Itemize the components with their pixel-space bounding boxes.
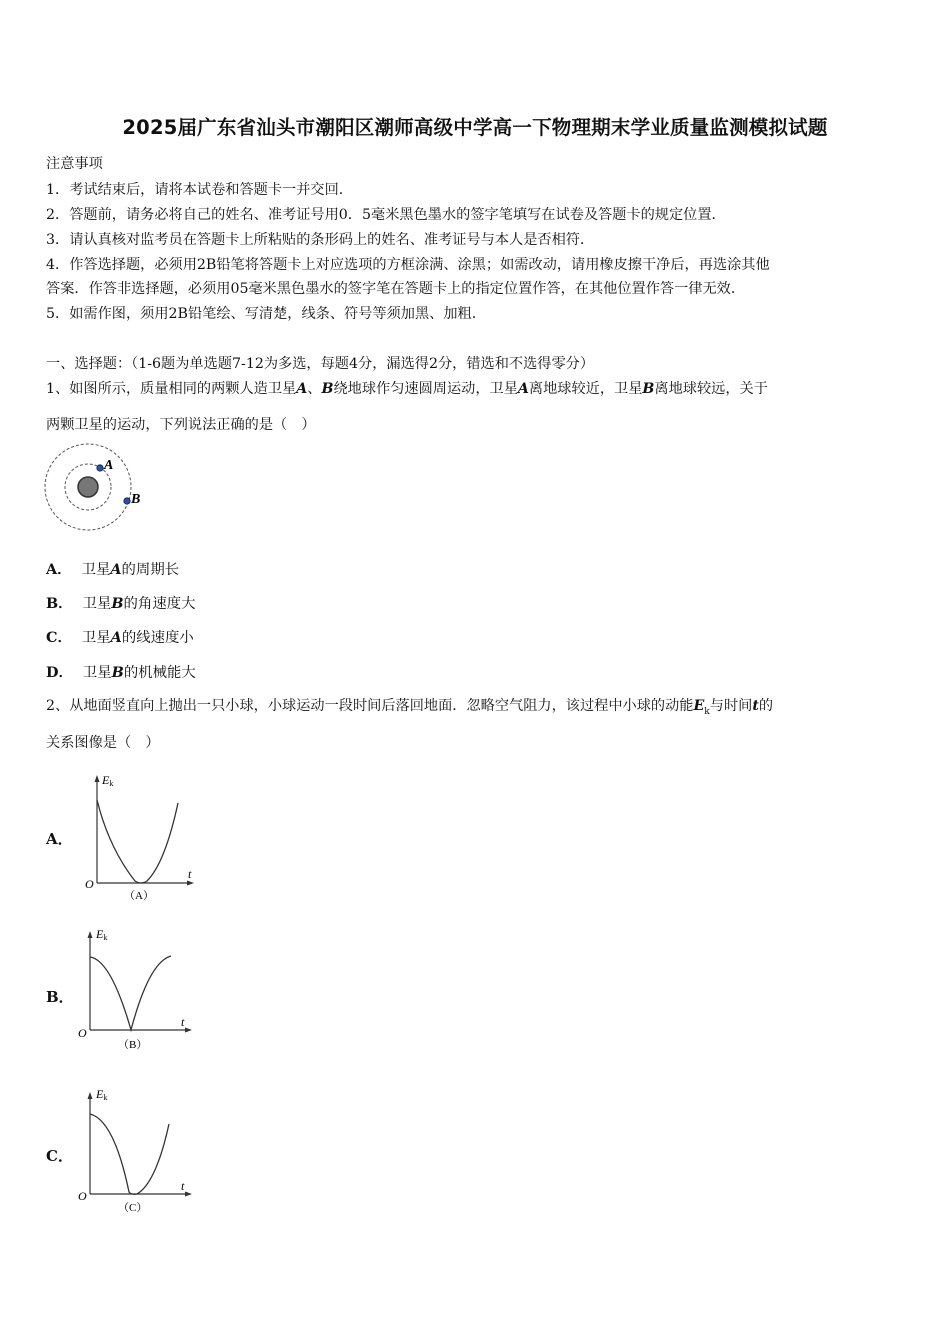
graph-a-origin: O	[85, 877, 94, 891]
var-a: A	[296, 381, 308, 397]
graph-option-a-label[interactable]: A．	[46, 830, 73, 848]
section-heading: 一、选择题：（1-6题为单选题7-12为多选，每题4分，漏选得2分，错选和不选得零分）	[46, 356, 595, 372]
option-label: B．	[46, 595, 73, 612]
orbit-diagram	[40, 440, 150, 535]
var-ek	[693, 698, 710, 717]
graph-c-origin: O	[78, 1189, 87, 1203]
option-text: 的周期长	[121, 562, 180, 578]
satellite-a	[97, 465, 103, 471]
option-var: A	[110, 629, 122, 646]
graph-b-caption: （B）	[118, 1039, 148, 1051]
notice-heading: 注意事项	[46, 156, 103, 172]
var-ek-sub: k	[704, 706, 710, 717]
satellite-a-label: A	[104, 458, 114, 473]
question-2-stem	[46, 695, 773, 717]
graph-b-origin: O	[78, 1026, 87, 1040]
notice-item: 1．考试结束后，请将本试卷和答题卡一并交回．	[46, 182, 353, 198]
option-text: 的线速度小	[121, 630, 194, 646]
graph-a-caption: （A）	[124, 890, 154, 902]
stem-text: 离地球较远，关于	[654, 381, 768, 397]
notice-item: 答案．作答非选择题，必须用05毫米黑色墨水的签字笔在答题卡上的指定位置作答，在其他位置作答一律无效．	[46, 281, 746, 297]
stem-text: 绕地球作匀速圆周运动，卫星	[333, 381, 518, 397]
earth	[78, 477, 98, 497]
stem-text: 的	[758, 698, 774, 714]
stem-text: 与时间	[709, 698, 753, 714]
option-text: 卫星	[82, 596, 112, 612]
option-text: 卫星	[81, 562, 111, 578]
option-label: D．	[46, 664, 73, 681]
question-2-stem-line2: 关系图像是（ ）	[46, 735, 160, 751]
option-var: B	[111, 595, 124, 612]
stem-text: 离地球较近，卫星	[528, 381, 643, 397]
graph-c-ylabel: Ek	[96, 1087, 108, 1102]
option-label: C．	[46, 629, 72, 646]
option-label: A．	[46, 561, 72, 578]
graph-b-xlabel: t	[181, 1015, 185, 1029]
notice-item: 3．请认真核对监考员在答题卡上所粘贴的条形码上的姓名、准考证号与本人是否相符．	[46, 232, 595, 248]
option-var: A	[110, 561, 122, 578]
graph-option-c-label[interactable]: C．	[46, 1147, 73, 1165]
option-c[interactable]	[46, 626, 194, 647]
satellite-b	[124, 498, 130, 504]
notice-item: 2．答题前，请务必将自己的姓名、准考证号用0．5毫米黑色墨水的签字笔填写在试卷及答题卡的规定位置．	[46, 207, 726, 223]
notice-item: 4．作答选择题，必须用2B铅笔将答题卡上对应选项的方框涂满、涂黑；如需改动，请用橡皮擦干净后，再选涂其他	[46, 257, 770, 273]
option-b[interactable]	[46, 592, 196, 613]
option-var: B	[111, 664, 124, 681]
graph-a-xlabel: t	[188, 867, 192, 881]
graph-b-ylabel: Ek	[96, 927, 108, 942]
stem-text: 、	[307, 381, 322, 397]
option-a[interactable]	[46, 558, 179, 579]
var-b: B	[321, 381, 334, 397]
graph-a[interactable]	[80, 768, 200, 906]
graph-c-caption: （C）	[118, 1202, 148, 1214]
question-1-stem-line2: 两颗卫星的运动，下列说法正确的是（ ）	[46, 417, 316, 433]
graph-c-xlabel: t	[181, 1179, 185, 1193]
stem-text: 2、从地面竖直向上抛出一只小球，小球运动一段时间后落回地面．忽略空气阻力，该过程中小球的动能	[46, 698, 694, 714]
option-text: 的机械能大	[123, 665, 196, 681]
var-ek-main: E	[693, 698, 705, 714]
graph-c[interactable]	[74, 1080, 198, 1218]
notice-item: 5．如需作图，须用2B铅笔绘、写清楚，线条、符号等须加黑、加粗．	[46, 306, 486, 322]
question-1-stem	[46, 378, 768, 398]
satellite-b-label: B	[131, 492, 141, 507]
page-title: 2025届广东省汕头市潮阳区潮师高级中学高一下物理期末学业质量监测模拟试题	[122, 116, 828, 139]
stem-text: 1、如图所示，质量相同的两颗人造卫星	[46, 381, 297, 397]
graph-b[interactable]	[74, 922, 198, 1060]
option-d[interactable]	[46, 661, 196, 682]
var-t: t	[752, 698, 759, 714]
option-text: 卫星	[82, 665, 112, 681]
option-text: 的角速度大	[123, 596, 196, 612]
option-text: 卫星	[81, 630, 111, 646]
graph-option-b-label[interactable]: B．	[46, 988, 74, 1006]
var-b: B	[642, 381, 655, 397]
var-a: A	[517, 381, 529, 397]
graph-a-ylabel: Ek	[102, 773, 114, 788]
